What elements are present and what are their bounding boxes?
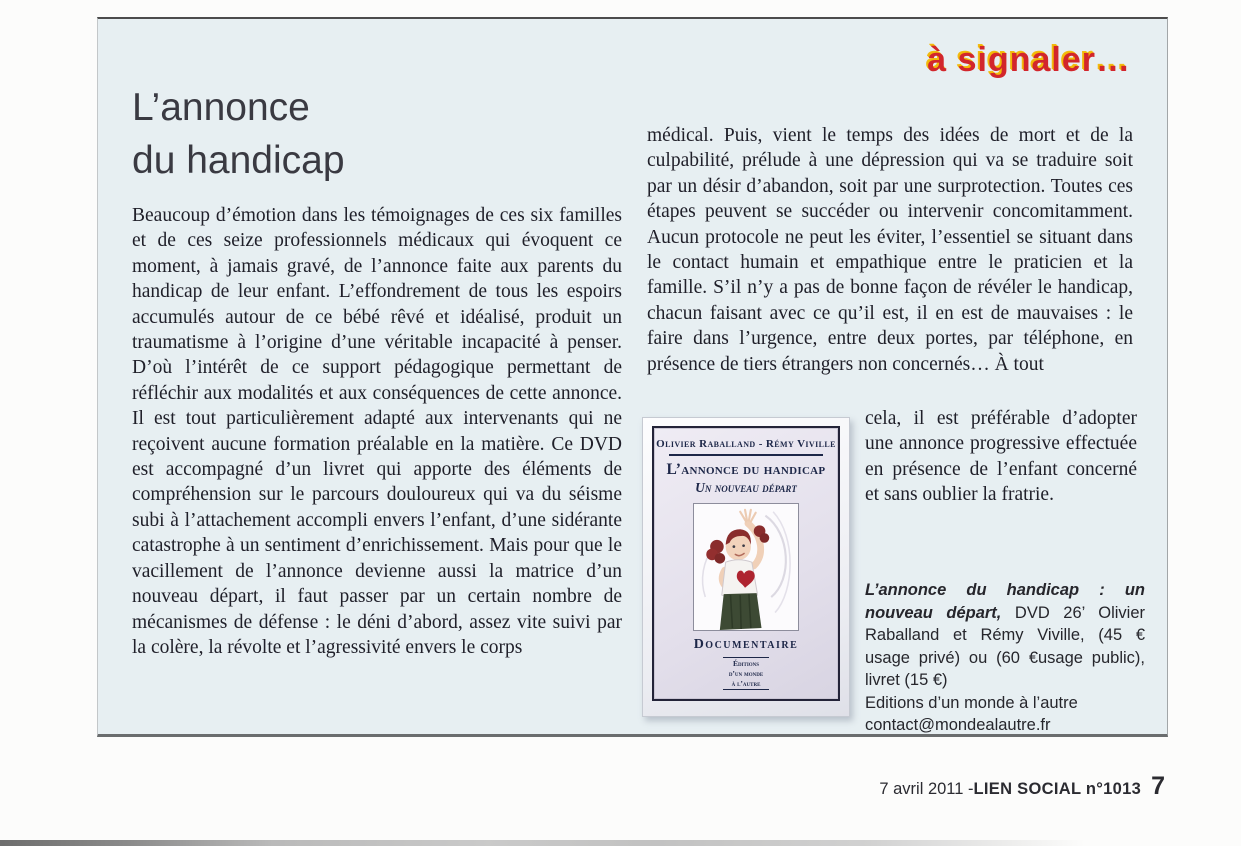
footer-magazine-title: LIEN SOCIAL n°1013 [973,780,1142,798]
magazine-page-panel [97,17,1168,737]
footer-date: 7 avril 2011 - [879,780,974,798]
page-title-line2: du handicap [132,139,345,182]
article-body-right-column: médical. Puis, vient le temps des idées de mort et de la culpabilité, prélude à une dépression qui va se traduire soit par un désir d’abandon, soit par une surprotection. Toutes ces étapes peuvent se succéder ou intervenir concomitamment. Aucun protocole ne peut les éviter, l’essentiel se situant dans le contact humain et empathique entre le praticien et la famille. S’il n’y a pas de bonne façon de révéler le handicap, chacun faisant avec ce qu’il est, il en est de mauvaises : le faire dans l’urgence, entre deux portes, par téléphone, en présence de tiers étrangers non concernés… À tout [647,125,1133,375]
dvd-publisher-line1: Éditions [732,659,760,668]
dvd-genre: Documentaire [693,637,799,652]
caption-text [865,579,1145,692]
section-label: à signaler… [927,41,1131,79]
dvd-illustration [693,503,799,631]
article-body-left-column: Beaucoup d’émotion dans les témoignages de ces six familles et de ces seize professionnels médicaux qui évoquent ce moment, à jamais gravé, de l’annonce faite aux parents du handicap de leur enfant. L’effondrement de tous les espoirs accumulés autour de ce bébé rêvé et idéalisé, produit un traumatisme à l’origine d’une véritable incapacité à penser. D’où l’intérêt de ce support pédagogique permettant de réfléchir aux modalités et aux conséquences de cette annonce. Il est tout particulièrement adapté aux intervenants qui ne reçoivent aucune formation préalable en la matière. Ce DVD est accompagné d’un livret qui apporte des éléments de compréhension sur le parcours douloureux qui va du séisme subi à l’attachement accompli envers l’enfant, d’une sidérante catastrophe à un sentiment d’enrichissement. Mais pour que le vacillement de l’annonce devienne aussi la matrice d’un nouveau départ, il faut passer par un certain nombre de mécanismes de défense : le déni d’abord, assez vite suivi par la colère, la révolte et l’agressivité envers le corps [132,205,622,658]
scan-artifact-strip [0,840,1085,846]
footer-page-number: 7 [1151,772,1165,800]
dvd-title: L’annonce du handicap [666,461,826,478]
page-footer [879,772,1165,801]
dvd-publisher-line3: à l’autre [731,678,761,688]
page-title [132,81,345,187]
dvd-cover-card [652,426,840,701]
page-title-line1: L’annonce [132,86,310,129]
dvd-publisher-line2: d’un monde [728,668,764,678]
dvd-caption [865,579,1145,737]
caption-email: contact@mondealautre.fr [865,716,1051,734]
dvd-divider [669,454,824,456]
dvd-cover [642,417,850,717]
caption-publisher: Editions d’un monde à l’autre [865,693,1078,712]
dvd-subtitle: Un nouveau départ [695,480,797,495]
girl-illustration-icon [694,504,798,630]
article-body-wrap-column: cela, il est préférable d’adopter une annonce progressive effectuée en présence de l’enfant concerné et sans oublier la fratrie. [865,408,1137,506]
dvd-publisher-logo [723,657,769,690]
caption-title: L’annonce du handicap : un nouveau départ, [865,581,1145,622]
dvd-authors: Olivier Raballand - Rémy Viville [656,438,836,450]
caption-details: DVD 26’ Olivier Raballand et Rémy Viville, (45 € usage privé) ou (60 €usage public), livret (15 €) [865,603,1145,689]
